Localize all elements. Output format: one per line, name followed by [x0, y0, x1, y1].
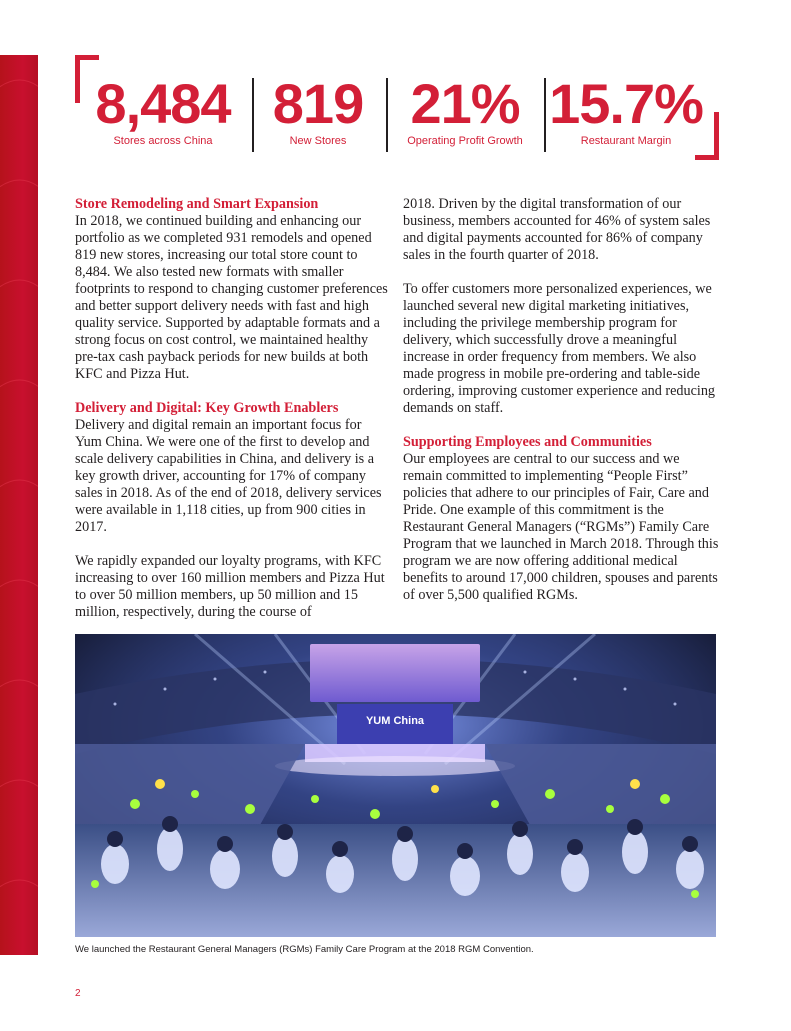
heading-store-remodeling: Store Remodeling and Smart Expansion: [75, 196, 319, 212]
side-band-pattern: [0, 55, 38, 955]
stat-new-stores-label: New Stores: [289, 135, 347, 147]
right-column: [403, 196, 719, 604]
decorative-side-band: [0, 55, 38, 955]
stage-screen-text: YUM China: [365, 715, 425, 727]
page-number: 2: [75, 988, 81, 999]
stat-profit-growth: [400, 74, 530, 148]
stat-stores-label: Stores across China: [113, 135, 213, 147]
store-remodeling-body: In 2018, we continued building and enhancing our portfolio as we completed 931 remodels and opened 819 new stores, increasing our total store count to 8,484. We also tested new formats with smaller footprints to respond to changing customer preferences and better support delivery needs with fast and high quality service. Supported by adaptable formats and a strong focus on cost control, we maintained healthy pre-tax cash payback periods for new builds at both KFC and Pizza Hut.: [75, 213, 388, 382]
delivery-digital-paragraph-1: Delivery and digital remain an important focus for Yum China. We were one of the first to develop and scale delivery capabilities in China, and delivery is a key growth driver, accounting for 17% of company sales in 2018. As of the end of 2018, delivery services were available in 1,118 cities, up from 900 cities in 2017.: [75, 417, 382, 535]
left-column: [75, 196, 391, 621]
delivery-digital-paragraph-2-continued: 2018. Driven by the digital transformation of our business, members accounted for 46% of system sales and digital payments accounted for 86% of company sales in the fourth quarter of 2018.: [403, 196, 711, 263]
heading-employees-communities: Supporting Employees and Communities: [403, 434, 652, 450]
photo-caption: We launched the Restaurant General Managers (RGMs) Family Care Program at the 2018 RGM Convention.: [75, 944, 534, 955]
convention-photo: [75, 634, 716, 937]
employees-communities-body: Our employees are central to our success and we remain committed to implementing “People First” policies that adhere to our principles of Fair, Care and Pride. One example of this commitment is the Restaurant General Managers (“RGMs”) Family Care Program that we launched in March 2018. Through this program we are now offering additional medical benefits to around 17,000 children, spouses and parents of over 5,500 qualified RGMs.: [403, 451, 719, 603]
stat-stores-value: 8,484: [95, 72, 231, 135]
stat-divider: [252, 78, 254, 152]
stat-stores: [88, 74, 238, 148]
stat-restaurant-margin-label: Restaurant Margin: [580, 135, 672, 147]
heading-delivery-digital: Delivery and Digital: Key Growth Enablers: [75, 400, 339, 416]
stat-divider: [386, 78, 388, 152]
stat-restaurant-margin: [546, 74, 706, 148]
stat-new-stores-value: 819: [272, 72, 364, 135]
delivery-digital-paragraph-3: To offer customers more personalized experiences, we launched several new digital marketing initiatives, including the privilege membership program for delivery, which successfully drove a meaningful increase in order frequency from members. We also made progress in mobile pre-ordering and table-side ordering, improving customer experience and reducing demands on staff.: [403, 281, 716, 416]
stat-restaurant-margin-value: 15.7%: [549, 72, 703, 135]
stat-profit-growth-label: Operating Profit Growth: [407, 135, 523, 147]
delivery-digital-paragraph-2: We rapidly expanded our loyalty programs, with KFC increasing to over 160 million members and Pizza Hut to over 50 million members, up 50 million and 15 million, respectively, during the course of: [75, 553, 385, 620]
stat-new-stores: [268, 74, 368, 148]
stat-profit-growth-value: 21%: [410, 72, 520, 135]
